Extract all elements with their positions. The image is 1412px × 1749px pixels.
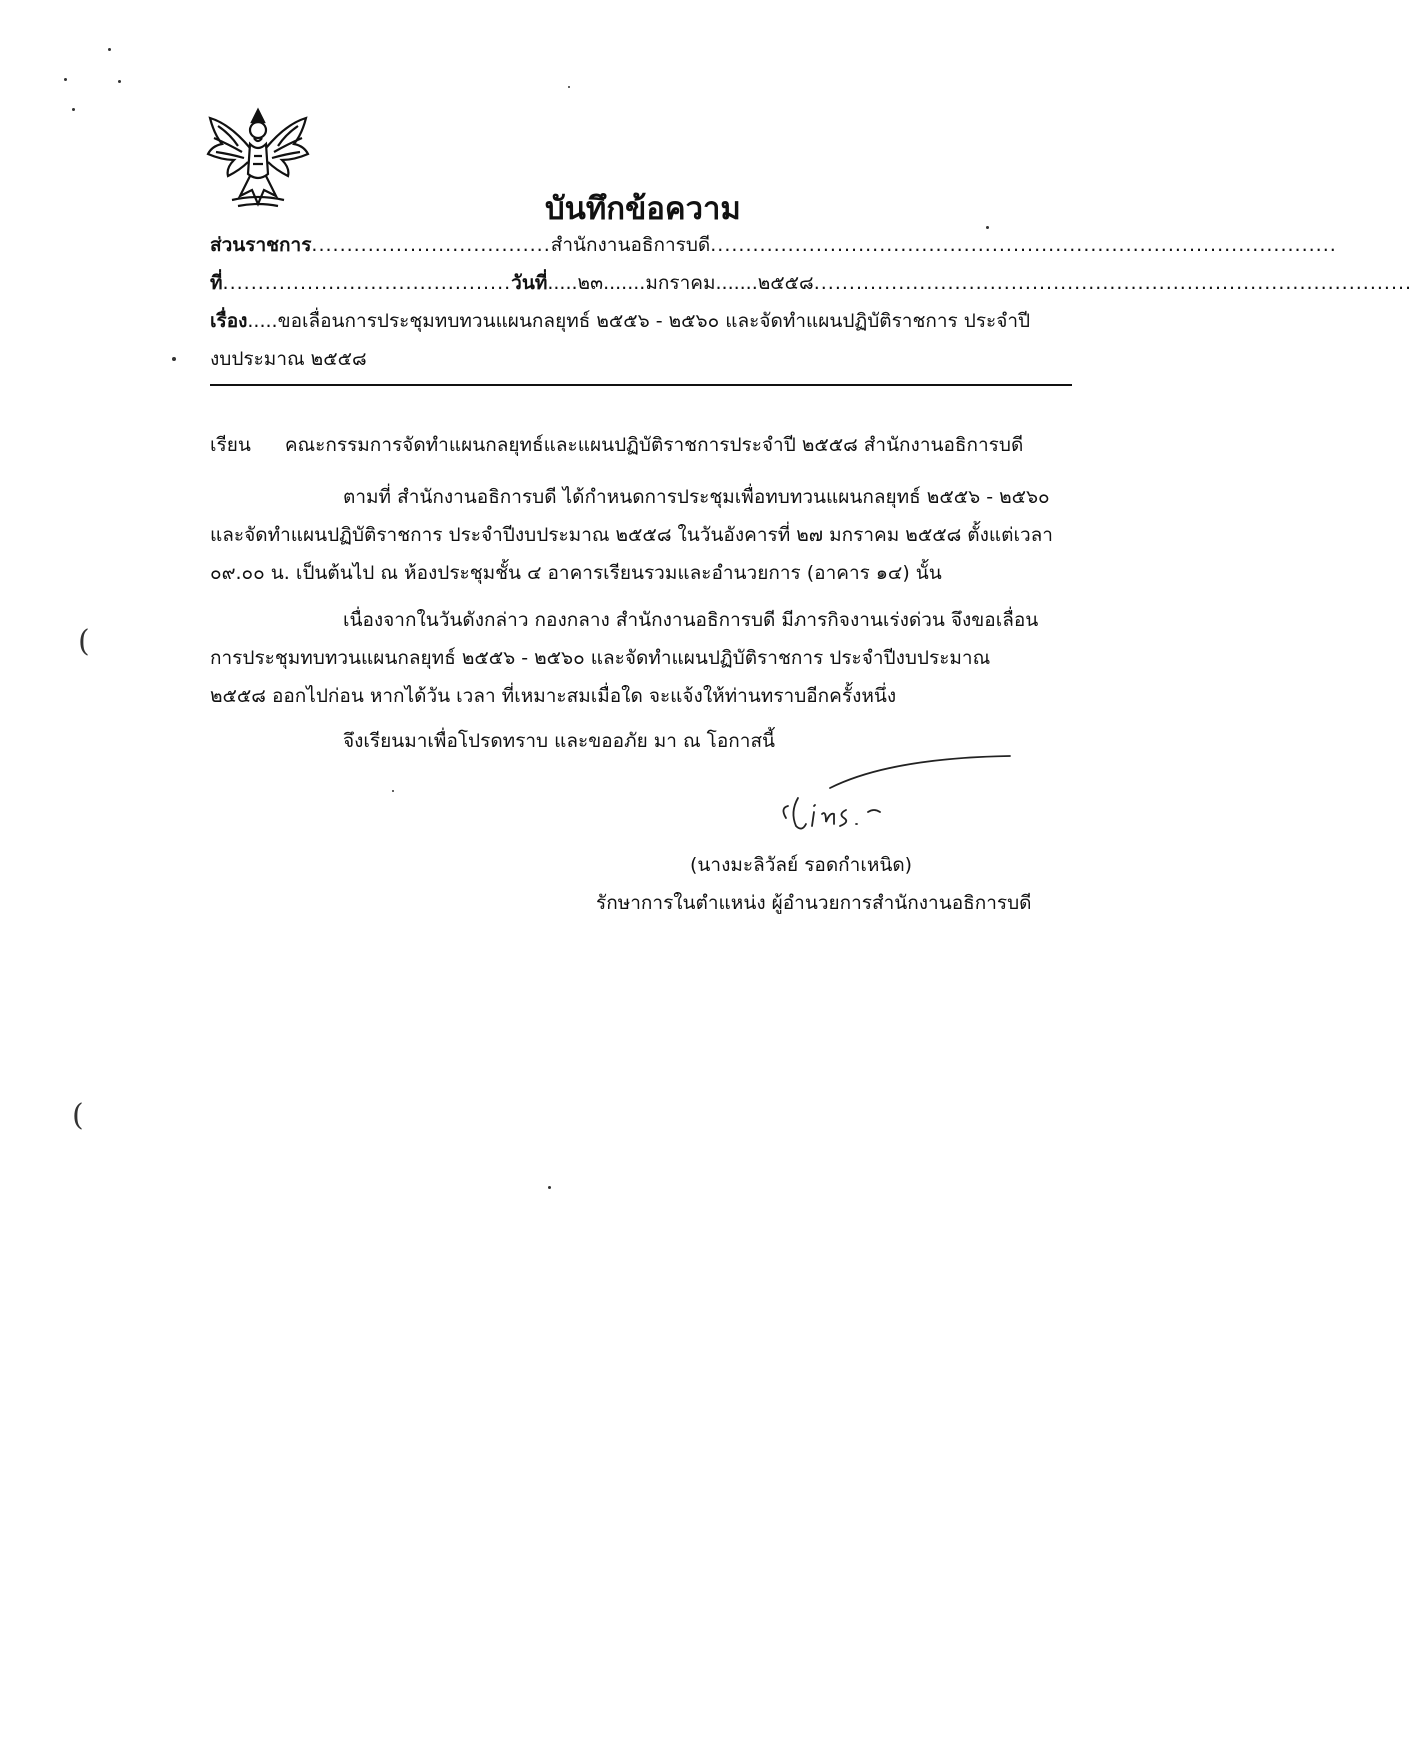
date-tail-dots: ..................................................................................... bbox=[813, 272, 1412, 294]
date-month: มกราคม bbox=[645, 272, 716, 294]
ref-label: ที่ bbox=[210, 272, 223, 294]
memo-title: บันทึกข้อความ bbox=[545, 191, 741, 227]
scan-speck bbox=[568, 86, 570, 88]
subject-text-1: ขอเลื่อนการประชุมทบทวนแผนกลยุทธ์ ๒๕๕๖ - ๒๕๖๐ และจัดทำแผนปฏิบัติราชการ ประจำปี bbox=[277, 310, 1031, 332]
header-divider bbox=[210, 384, 1072, 386]
scan-speck bbox=[64, 78, 67, 81]
margin-mark-icon: ( bbox=[78, 624, 90, 659]
signature-handwriting-icon bbox=[770, 748, 1015, 843]
signer-position: รักษาการในตำแหน่ง ผู้อำนวยการสำนักงานอธิการบดี bbox=[596, 892, 1032, 914]
closing-text: จึงเรียนมาเพื่อโปรดทราบ และขออภัย มา ณ โอกาสนี้ bbox=[343, 730, 776, 752]
agency-dots-b: ......................................................................................... bbox=[710, 234, 1337, 256]
para1-line: ๐๙.๐๐ น. เป็นต้นไป ณ ห้องประชุมชั้น ๔ อาคารเรียนรวมและอำนวยการ (อาคาร ๑๔) นั้น bbox=[210, 562, 942, 584]
scan-speck bbox=[72, 108, 75, 111]
ref-date-line bbox=[210, 268, 1412, 298]
para2-line: ๒๕๕๘ ออกไปก่อน หากได้วัน เวลา ที่เหมาะสมเมื่อใด จะแจ้งให้ท่านทราบอีกครั้งหนึ่ง bbox=[210, 685, 897, 707]
subject-line-1 bbox=[210, 306, 1030, 336]
para2-line: เนื่องจากในวันดังกล่าว กองกลาง สำนักงานอธิการบดี มีภารกิจงานเร่งด่วน จึงขอเลื่อน bbox=[343, 609, 1039, 631]
subject-line-2 bbox=[210, 344, 367, 374]
date-day-pre: ..... bbox=[547, 272, 578, 294]
agency-value: สำนักงานอธิการบดี bbox=[550, 234, 711, 256]
agency-line bbox=[210, 230, 1337, 260]
garuda-emblem-icon bbox=[204, 104, 312, 212]
ref-dots: ......................................... bbox=[222, 272, 512, 294]
scan-speck bbox=[108, 48, 111, 51]
scan-speck bbox=[118, 80, 121, 83]
scan-speck bbox=[392, 790, 394, 792]
to-label: เรียน bbox=[210, 434, 251, 456]
para1-line: และจัดทำแผนปฏิบัติราชการ ประจำปีงบประมาณ ๒๕๕๘ ในวันอังคารที่ ๒๗ มกราคม ๒๕๕๘ ตั้งแต่เวลา bbox=[210, 524, 1053, 546]
paragraph-2 bbox=[210, 601, 1072, 715]
subject-pre-dots: ..... bbox=[247, 310, 278, 332]
para1-line: ตามที่ สำนักงานอธิการบดี ได้กำหนดการประชุมเพื่อทบทวนแผนกลยุทธ์ ๒๕๕๖ - ๒๕๖๐ bbox=[343, 486, 1050, 508]
agency-label: ส่วนราชการ bbox=[210, 234, 312, 256]
date-day: ๒๓ bbox=[577, 272, 604, 294]
to-line bbox=[210, 430, 1023, 460]
paragraph-1 bbox=[210, 478, 1072, 592]
subject-text-2: งบประมาณ ๒๕๕๘ bbox=[210, 348, 367, 370]
to-value: คณะกรรมการจัดทำแผนกลยุทธ์และแผนปฏิบัติราชการประจำปี ๒๕๕๘ สำนักงานอธิการบดี bbox=[284, 434, 1024, 456]
date-year: ๒๕๕๘ bbox=[757, 272, 814, 294]
date-label: วันที่ bbox=[511, 272, 548, 294]
date-dots-c: ....... bbox=[715, 272, 758, 294]
agency-dots-a: .................................. bbox=[311, 234, 551, 256]
margin-mark-icon: ( bbox=[72, 1098, 84, 1133]
para2-line: การประชุมทบทวนแผนกลยุทธ์ ๒๕๕๖ - ๒๕๖๐ และจัดทำแผนปฏิบัติราชการ ประจำปีงบประมาณ bbox=[210, 647, 991, 669]
scan-speck bbox=[986, 226, 989, 229]
signer-name: (นางมะลิวัลย์ รอดกำเหนิด) bbox=[690, 854, 913, 876]
date-mid-dots: ....... bbox=[603, 272, 646, 294]
scan-speck bbox=[548, 1186, 551, 1189]
scan-speck bbox=[172, 357, 176, 361]
subject-label: เรื่อง bbox=[210, 310, 248, 332]
